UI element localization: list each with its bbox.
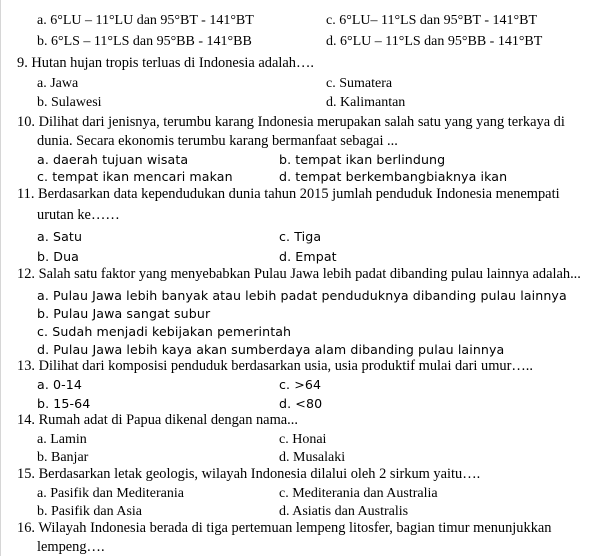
q14-option-a: a. Lamin xyxy=(37,432,87,447)
q9-option-d: d. Kalimantan xyxy=(326,95,406,110)
q10-option-c: c. tempat ikan mencari makan xyxy=(37,169,233,184)
left-border xyxy=(0,0,1,556)
q10-option-d: d. tempat berkembangbiaknya ikan xyxy=(279,169,508,184)
q13-option-c: c. >64 xyxy=(279,377,322,392)
q11-option-a: a. Satu xyxy=(37,229,83,244)
q15-option-b: b. Pasifik dan Asia xyxy=(37,504,142,519)
q14-text: 14. Rumah adat di Papua dikenal dengan nama... xyxy=(17,412,298,428)
q10-option-a: a. daerah tujuan wisata xyxy=(37,152,189,167)
q15-option-d: d. Asiatis dan Australis xyxy=(279,504,409,519)
q9-option-c: c. Sumatera xyxy=(326,76,393,91)
q13-option-b: b. 15-64 xyxy=(37,396,91,411)
q14-option-b: b. Banjar xyxy=(37,450,89,465)
q15-option-c: c. Mediterania dan Australia xyxy=(279,486,438,501)
q11-text-line2: urutan ke…… xyxy=(37,207,120,223)
q10-text-line1: 10. Dilihat dari jenisnya, terumbu karang Indonesia merupakan salah satu yang yang terkaya di xyxy=(17,114,565,130)
q12-option-d: d. Pulau Jawa lebih kaya akan sumberdaya alam dibanding pulau lainnya xyxy=(37,342,505,357)
q11-text-line1: 11. Berdasarkan data kependudukan dunia tahun 2015 jumlah penduduk Indonesia menempati xyxy=(17,186,560,202)
q9-text: 9. Hutan hujan tropis terluas di Indonesia adalah…. xyxy=(17,55,314,71)
q12-option-c: c. Sudah menjadi kebijakan pemerintah xyxy=(37,324,292,339)
q9-option-a: a. Jawa xyxy=(37,76,79,91)
q9-option-b: b. Sulawesi xyxy=(37,95,102,110)
q10-text-line2: dunia. Secara ekonomis terumbu karang bermanfaat sebagai ... xyxy=(37,133,398,149)
q11-option-b: b. Dua xyxy=(37,249,79,264)
q13-option-d: d. <80 xyxy=(279,396,323,411)
q13-option-a: a. 0-14 xyxy=(37,377,83,392)
q16-text-line1: 16. Wilayah Indonesia berada di tiga pertemuan lempeng litosfer, bagian timur menunjukkan xyxy=(17,520,552,536)
q11-option-c: c. Tiga xyxy=(279,229,322,244)
q13-text: 13. Dilihat dari komposisi penduduk berdasarkan usia, usia produktif mulai dari umur….. xyxy=(17,358,533,374)
q16-text-line2: lempeng…. xyxy=(37,539,105,555)
q12-text: 12. Salah satu faktor yang menyebabkan Pulau Jawa lebih padat dibanding pulau lainnya adalah... xyxy=(17,266,581,282)
q8-option-d: d. 6°LU – 11°LS dan 95°BB - 141°BT xyxy=(326,34,543,49)
q8-option-a: a. 6°LU – 11°LU dan 95°BT - 141°BT xyxy=(37,13,254,28)
q15-text: 15. Berdasarkan letak geologis, wilayah Indonesia dilalui oleh 2 sirkum yaitu…. xyxy=(17,466,481,482)
q14-option-d: d. Musalaki xyxy=(279,450,346,465)
q14-option-c: c. Honai xyxy=(279,432,327,447)
q10-option-b: b. tempat ikan berlindung xyxy=(279,152,446,167)
q8-option-c: c. 6°LU– 11°LS dan 95°BT - 141°BT xyxy=(326,13,537,28)
q15-option-a: a. Pasifik dan Mediterania xyxy=(37,486,184,501)
q8-option-b: b. 6°LS – 11°LS dan 95°BB - 141°BB xyxy=(37,34,252,49)
q12-option-b: b. Pulau Jawa sangat subur xyxy=(37,306,211,321)
q11-option-d: d. Empat xyxy=(279,249,337,264)
q12-option-a: a. Pulau Jawa lebih banyak atau lebih padat penduduknya dibanding pulau lainnya xyxy=(37,288,567,303)
